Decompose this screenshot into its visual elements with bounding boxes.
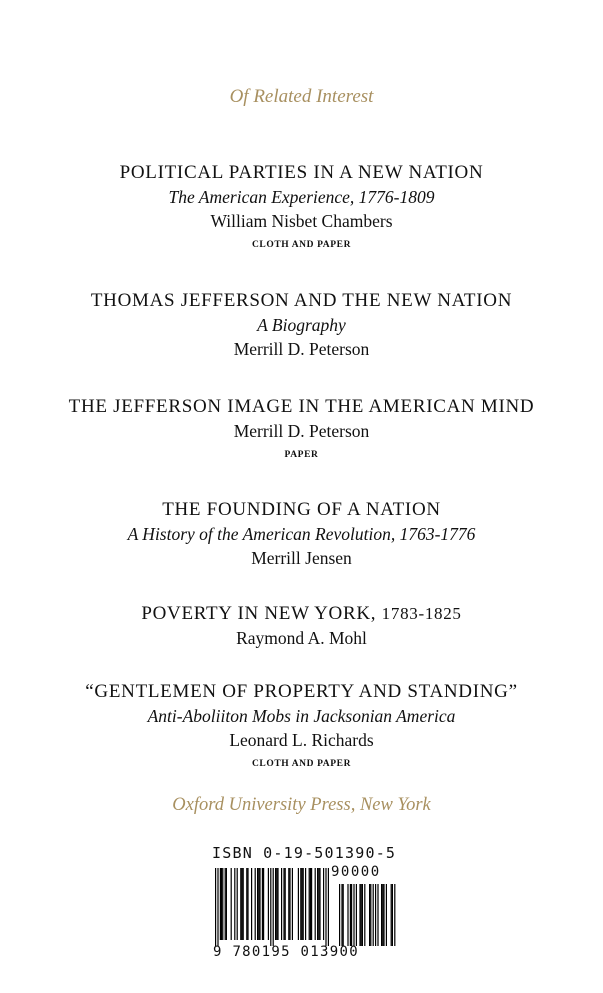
book-subtitle: The American Experience, 1776-1809 (168, 187, 435, 207)
barcode-bar (309, 868, 310, 940)
barcode-bar (270, 868, 271, 946)
barcode-supplement-bar (370, 884, 371, 946)
barcode-supplement-bar (373, 884, 374, 946)
barcode-bar (285, 868, 286, 940)
book-title: “GENTLEMEN OF PROPERTY AND STANDING” (85, 681, 518, 702)
barcode-bar (215, 868, 216, 946)
barcode-bar (259, 868, 260, 940)
barcode-supplement-bar (392, 884, 393, 946)
barcode-bar (237, 868, 238, 940)
barcode-bar (292, 868, 293, 940)
barcode-bar (328, 868, 329, 946)
book-entry (0, 394, 603, 465)
barcode-bar (300, 868, 301, 940)
barcode-bar (220, 868, 221, 940)
barcode-bar (315, 868, 316, 940)
barcode-bar (281, 868, 282, 940)
barcode-bar (263, 868, 264, 940)
book-title-dates: 1783-1825 (381, 604, 462, 623)
barcode-supplement-bar (383, 884, 384, 946)
barcode-supplement-bar (343, 884, 344, 946)
book-entry (0, 288, 603, 361)
barcode-supplement-bar (339, 884, 340, 946)
book-author: Merrill Jensen (251, 548, 352, 568)
barcode-bar (277, 868, 278, 940)
barcode-bar (268, 868, 269, 940)
barcode-supplement-bar (364, 884, 365, 946)
book-entry (0, 160, 603, 255)
barcode-supplement-bar (353, 884, 354, 946)
barcode-bar (262, 868, 263, 940)
barcode-bar (226, 868, 227, 940)
barcode-supplement-bar (351, 884, 352, 946)
book-entry (0, 679, 603, 774)
book-author: Merrill D. Peterson (233, 339, 370, 359)
barcode-bar (323, 868, 324, 940)
barcode-bar (317, 868, 318, 940)
barcode-supplement-bar (391, 884, 392, 946)
barcode-supplement-number: 90000 (331, 864, 381, 880)
barcode-bar (311, 868, 312, 940)
book-subtitle: A History of the American Revolution, 1763-1776 (127, 524, 476, 544)
barcode-bar (255, 868, 256, 940)
barcode-bar (251, 868, 252, 940)
barcode-supplement-bar (394, 884, 395, 946)
barcode-bar (325, 868, 326, 946)
book-subtitle: Anti-Aboliiton Mobs in Jacksonian America (147, 706, 456, 726)
publisher-imprint: Oxford University Press, New York (172, 795, 431, 815)
related-interest-heading: Of Related Interest (229, 86, 374, 107)
barcode-bar (257, 868, 258, 940)
book-subtitle: A Biography (257, 315, 346, 335)
barcode-supplement-bar (341, 884, 342, 946)
barcode-bar (305, 868, 306, 940)
barcode-ean-number: 9 780195 013900 (213, 944, 359, 960)
barcode-bar (222, 868, 223, 940)
barcode-supplement-bar (361, 884, 362, 946)
book-author: Raymond A. Mohl (236, 628, 367, 648)
barcode-bar (289, 868, 290, 940)
barcode-supplement-bar (369, 884, 370, 946)
barcode-bar (225, 868, 226, 940)
barcode-supplement-bar (356, 884, 357, 946)
book-entry (0, 601, 603, 650)
barcode-supplement-bar (375, 884, 376, 946)
barcode-bar (221, 868, 222, 940)
barcode-bar (240, 868, 241, 940)
barcode-bar (301, 868, 302, 940)
book-entry (0, 497, 603, 570)
barcode-bar (243, 868, 244, 940)
book-format: PAPER (284, 450, 319, 460)
barcode-supplement-bar (362, 884, 363, 946)
barcode-bar (303, 868, 304, 940)
barcode-bar (318, 868, 319, 940)
barcode-supplement-bar (381, 884, 382, 946)
barcode-bar (258, 868, 259, 940)
barcode-bar (288, 868, 289, 940)
barcode-bar (319, 868, 320, 940)
book-author: Leonard L. Richards (229, 730, 374, 750)
barcode-bar (246, 868, 247, 940)
book-title: THE JEFFERSON IMAGE IN THE AMERICAN MIND (68, 396, 535, 417)
barcode-supplement-bar (347, 884, 348, 946)
barcode-supplement-bar (377, 884, 378, 946)
book-title: POVERTY IN NEW YORK, 1783-1825 (141, 603, 462, 624)
barcode-bar (283, 868, 284, 940)
book-author: William Nisbet Chambers (210, 211, 393, 231)
barcode-bar (273, 868, 274, 946)
isbn-label: ISBN 0-19-501390-5 (212, 844, 397, 862)
book-title: POLITICAL PARTIES IN A NEW NATION (119, 162, 484, 183)
barcode-supplement-bar (350, 884, 351, 946)
barcode-bar (241, 868, 242, 940)
book-author: Merrill D. Peterson (233, 421, 370, 441)
barcode-bar (275, 868, 276, 940)
book-format: CLOTH AND PAPER (251, 240, 352, 250)
barcode-bar (276, 868, 277, 940)
barcode-graphic (212, 866, 442, 946)
barcode-supplement-bar (386, 884, 387, 946)
barcode-bar (217, 868, 218, 946)
book-title: THE FOUNDING OF A NATION (162, 499, 441, 520)
barcode-bar (234, 868, 235, 940)
barcode-supplement-bar (382, 884, 383, 946)
book-title: THOMAS JEFFERSON AND THE NEW NATION (90, 290, 513, 311)
barcode-bar (231, 868, 232, 940)
barcode-bar (247, 868, 248, 940)
barcode-supplement-bar (359, 884, 360, 946)
barcode-bar (310, 868, 311, 940)
barcode-bar (298, 868, 299, 940)
book-format: CLOTH AND PAPER (251, 759, 352, 769)
